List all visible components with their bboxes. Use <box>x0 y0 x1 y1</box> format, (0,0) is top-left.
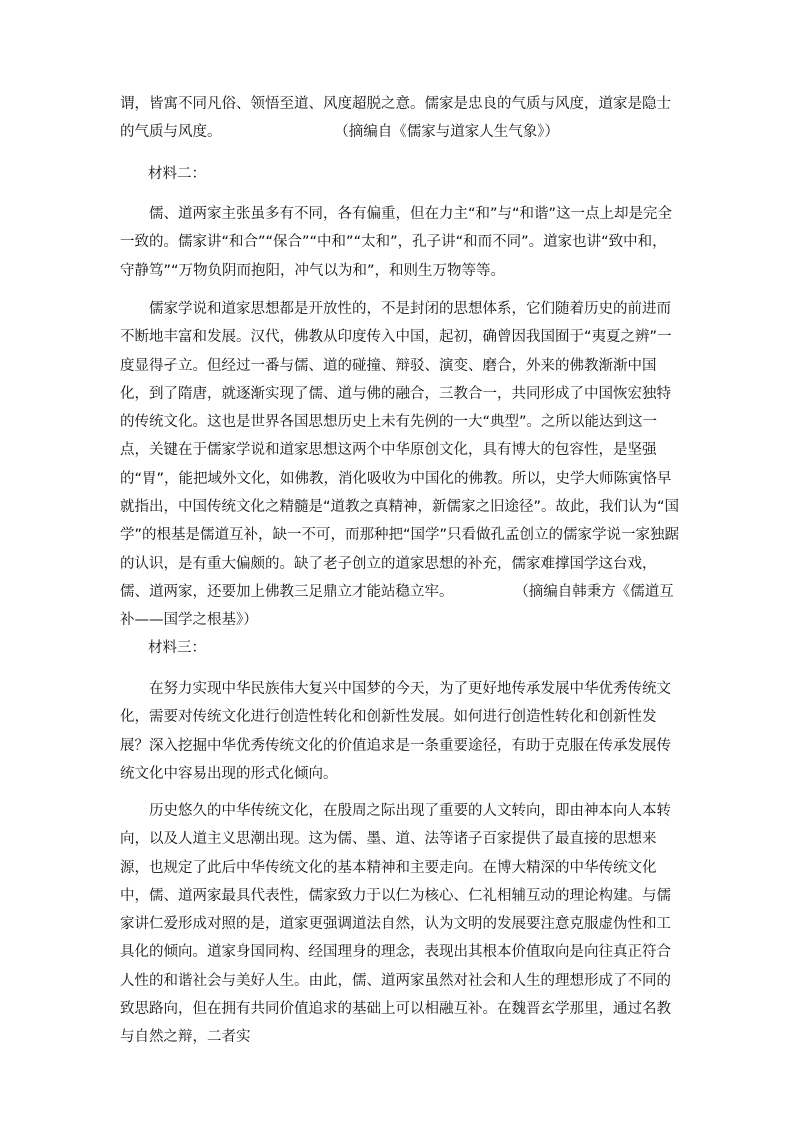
material-3-paragraph-1: 在努力实现中华民族伟大复兴中国梦的今天，为了更好地传承发展中华优秀传统文化，需要对传统文化进行创造性转化和创新性发展。如何进行创造性转化和创新性发展？深入挖掘中华优秀传统文化的价值追求是一条重要途径，有助于克服在传承发展传统文化中容易出现的形式化倾向。 <box>120 681 671 782</box>
material-3-paragraph-2: 历史悠久的中华传统文化，在殷周之际出现了重要的人文转向，即由神本向人本转向，以及人道主义思潮出现。这为儒、墨、道、法等诸子百家提供了最直接的思想来源，也规定了此后中华传统文化的基本精神和主要走向。在博大精深的中华传统文化中，儒、道两家最具代表性，儒家致力于以仁为核心、仁礼相辅互动的理论构建。与儒家讲仁爱形成对照的是，道家更强调道法自然，认为文明的发展要注意克服虚伪性和工具化的倾向。道家身国同构、经国理身的理念，表现出其根本价值取向是向往真正符合人性的和谐社会与美好人生。由此，儒、道两家虽然对社会和人生的理想形成了不同的致思路向，但在拥有共同价值追求的基础上可以相融互补。在魏晋玄学那里，通过名教与自然之辩，二者实 <box>120 803 671 1046</box>
material-2-paragraph-2-text: 儒家学说和道家思想都是开放性的，不是封闭的思想体系，它们随着历史的前进而不断地丰富和发展。汉代，佛教从印度传入中国，起初，确曾因我国囿于“夷夏之辨”一度显得孑立。但经过一番与儒、道的碰撞、辩驳、演变、磨合，外来的佛教渐渐中国化，到了隋唐，就逐渐实现了儒、道与佛的融合，三教合一，共同形成了中国恢宏独特的传统文化。这也是世界各国思想历史上未有先例的一大“典型”。之所以能达到这一点，关键在于儒家学说和道家思想这两个中华原创文化，具有博大的包容性，是坚强的“胃”，能把域外文化，如佛教，消化吸收为中国化的佛教。所以，史学大师陈寅恪早就指出，中国传统文化之精髓是“道教之真精神，新儒家之旧途径”。故此，我们认为“国学”的根基是儒道互补，缺一不可，而那种把“国学”只看做孔孟创立的儒家学说一家独踞的认识，是有重大偏颇的。缺了老子创立的道家思想的补充，儒家难撑国学这台戏，儒、道两家，还要加上佛教三足鼎立才能站稳立牢。 <box>120 301 680 600</box>
material-1-source: （摘编自《儒家与道家人生气象》） <box>341 124 559 141</box>
material-2-heading: 材料二： <box>148 166 206 182</box>
material-2-paragraph-2 <box>120 295 680 635</box>
material-3-heading: 材料三： <box>148 640 206 656</box>
material-2-source: （摘编自韩秉方《儒道互补——国学之根基》） <box>120 583 674 629</box>
material-1-tail-text: 谓，皆寓不同凡俗、领悟至道、风度超脱之意。儒家是忠良的气质与风度，道家是隐士的气质与风度。 <box>120 96 671 141</box>
material-2-paragraph-1: 儒、道两家主张虽多有不同，各有偏重，但在力主“和”与“和谐”这一点上却是完全一致的。儒家讲“和合”“保合”“中和”“太和”，孔子讲“和而不同”。道家也讲“致中和，守静笃”“万物负阴而抱阳，冲气以为和”，和则生万物等等。 <box>120 206 673 279</box>
material-1-tail-paragraph <box>120 90 680 147</box>
